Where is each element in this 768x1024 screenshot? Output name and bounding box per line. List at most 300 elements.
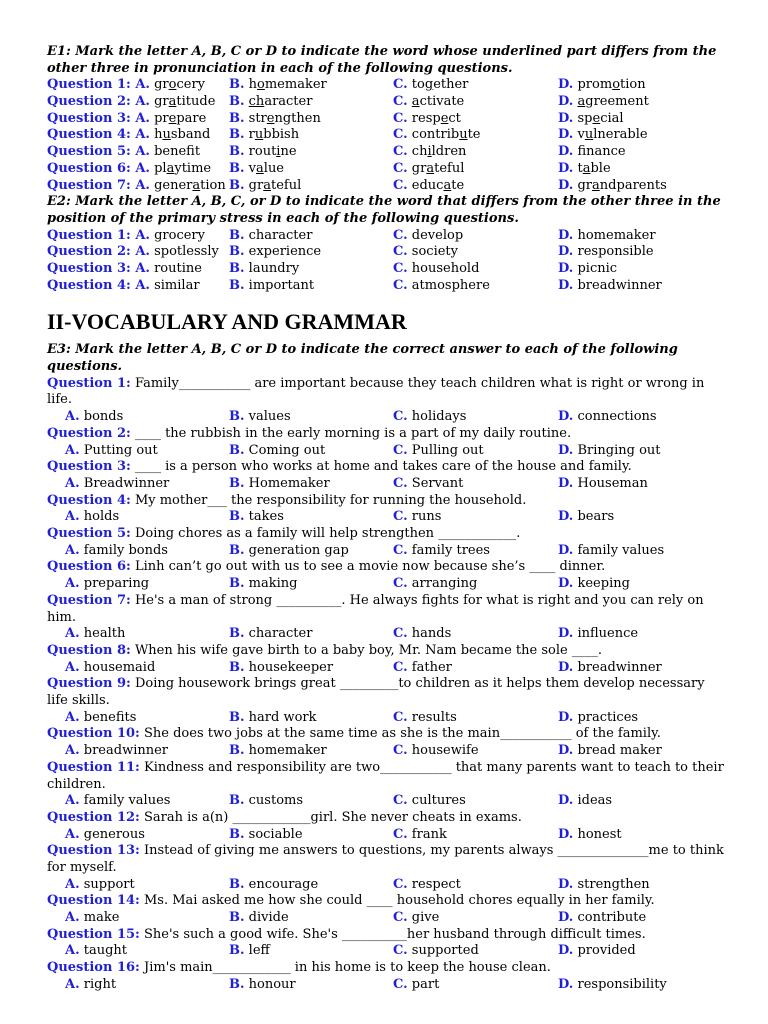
e1-question-list <box>47 77 727 194</box>
option-letter: D. <box>558 244 574 260</box>
option-text: housemaid <box>83 659 156 675</box>
option: C. contribute <box>393 127 481 143</box>
option-letter: D. <box>558 227 574 243</box>
option-text: give <box>411 910 440 926</box>
option-letter: B. <box>229 542 245 558</box>
answer-option <box>558 710 718 727</box>
answer-option <box>558 977 718 994</box>
option <box>558 228 718 245</box>
question-label: Question 2: <box>47 244 136 260</box>
question-row <box>47 244 727 261</box>
option-text: breadwinner <box>577 277 662 293</box>
option-text: health <box>83 626 126 642</box>
answer-option <box>558 910 718 927</box>
question-text: She does two jobs at the same time as she is the main___________ of the family. <box>139 726 661 742</box>
answer-option <box>47 409 229 426</box>
option-text: connections <box>577 409 657 425</box>
answer-option <box>47 710 229 727</box>
answer-option <box>558 543 718 560</box>
option-text: influence <box>577 626 639 642</box>
option-text: Coming out <box>248 442 326 458</box>
question-row <box>47 94 727 111</box>
answer-row <box>47 509 727 526</box>
option-text: supported <box>411 943 479 959</box>
answer-option <box>229 943 393 960</box>
question-label: Question 11: <box>47 759 140 775</box>
underlined-sound: a <box>426 160 435 176</box>
option-letter: D. <box>558 127 574 143</box>
option-letter: D. <box>558 110 574 126</box>
answer-option <box>229 743 393 760</box>
option: Question 6: A. playtime <box>47 160 212 176</box>
answer-option <box>47 827 229 844</box>
question-label: Question 1: <box>47 77 136 93</box>
option-letter: D. <box>558 509 574 525</box>
option-letter: B. <box>229 94 245 110</box>
option: C. children <box>393 144 467 160</box>
option-letter: C. <box>393 576 408 592</box>
answer-row <box>47 977 727 994</box>
underlined-sound: a <box>592 177 600 193</box>
answer-row <box>47 877 727 894</box>
question-stem <box>47 493 727 510</box>
option-letter: B. <box>229 261 245 276</box>
option: Question 7: A. generation <box>47 177 226 193</box>
option-letter: C. <box>393 110 408 126</box>
option-text: holidays <box>411 409 467 425</box>
question-label: Question 1: <box>47 375 131 391</box>
answer-option <box>229 827 393 844</box>
answer-option <box>47 793 229 810</box>
e2-question-list <box>47 228 727 295</box>
option-text: character <box>248 227 313 243</box>
option <box>229 244 393 261</box>
option-text: right <box>83 976 117 992</box>
question-text: ____ the rubbish in the early morning is a part of my daily routine. <box>130 425 572 441</box>
option: C. together <box>393 77 469 93</box>
option <box>47 228 229 245</box>
option: B. value <box>229 160 285 176</box>
underlined-sound: e <box>266 110 275 126</box>
option-text: frank <box>411 826 447 842</box>
answer-option <box>393 877 558 894</box>
option-letter: A. <box>135 127 150 143</box>
question-row <box>47 144 727 161</box>
option-text: divide <box>248 910 289 926</box>
answer-option <box>47 443 229 460</box>
question-text: Ms. Mai asked me how she could ____ household chores equally in her family. <box>139 893 655 909</box>
underlined-sound: g <box>424 77 434 93</box>
question-stem <box>47 927 727 944</box>
option-text: Homemaker <box>248 475 330 491</box>
answer-option <box>393 943 558 960</box>
answer-option <box>393 543 558 560</box>
option-letter: C. <box>393 826 408 842</box>
question-stem <box>47 593 727 626</box>
option-letter: B. <box>229 943 245 959</box>
underlined-sound: a <box>166 160 175 176</box>
option-letter: D. <box>558 261 574 276</box>
option-text: keeping <box>577 576 630 592</box>
option-letter: C. <box>393 709 408 725</box>
answer-option <box>393 409 558 426</box>
option-letter: B. <box>229 110 245 126</box>
option-letter: A. <box>135 144 150 160</box>
underlined-sound: a <box>168 94 177 110</box>
option-letter: C. <box>393 976 408 992</box>
question-row <box>47 261 727 278</box>
option-letter: C. <box>393 659 408 675</box>
option-letter: B. <box>229 826 245 842</box>
answer-option <box>229 710 393 727</box>
option-letter: C. <box>393 227 408 243</box>
question-label: Question 7: <box>47 177 136 193</box>
question-row <box>47 228 727 245</box>
answer-row <box>47 626 727 643</box>
option: Question 1: A. grocery <box>47 77 206 93</box>
option-letter: A. <box>65 793 80 809</box>
question-stem <box>47 810 727 827</box>
underlined-sound: o <box>612 77 621 93</box>
option-text: routine <box>154 261 202 276</box>
option-letter: C. <box>393 277 408 293</box>
option: D. table <box>558 160 611 176</box>
option-letter: B. <box>229 659 245 675</box>
underlined-sound: e <box>168 110 177 126</box>
option-text: Bringing out <box>577 442 661 458</box>
option-letter: A. <box>65 826 80 842</box>
option-text: homemaker <box>248 743 327 759</box>
question-text: Doing housework brings great _________to children as it helps them develop necessary life skills. <box>47 676 705 709</box>
option-letter: D. <box>558 409 574 425</box>
option-letter: B. <box>229 442 245 458</box>
option-text: support <box>83 876 135 892</box>
option: Question 2: A. gratitude <box>47 94 216 110</box>
answer-option <box>558 660 718 677</box>
answer-option <box>393 443 558 460</box>
underlined-sound: i <box>427 144 432 160</box>
option-text: Servant <box>411 475 464 491</box>
option-letter: D. <box>558 475 574 491</box>
option-letter: C. <box>393 793 408 809</box>
option <box>393 228 558 245</box>
option-letter: C. <box>393 177 408 193</box>
question-stem <box>47 643 727 660</box>
answer-option <box>393 660 558 677</box>
question-label: Question 9: <box>47 676 131 692</box>
option-text: hard work <box>248 709 317 725</box>
answer-option <box>47 877 229 894</box>
answer-option <box>229 409 393 426</box>
option-text: responsibility <box>577 976 667 992</box>
option-letter: A. <box>65 442 80 458</box>
answer-row <box>47 710 727 727</box>
answer-option <box>229 443 393 460</box>
option: D. promotion <box>558 77 646 93</box>
answer-option <box>558 476 718 493</box>
option-letter: B. <box>229 576 245 592</box>
option-letter: C. <box>393 409 408 425</box>
answer-option <box>393 710 558 727</box>
option: B. grateful <box>229 177 302 193</box>
option-text: encourage <box>248 876 319 892</box>
option-letter: B. <box>229 409 245 425</box>
answer-option <box>393 509 558 526</box>
underlined-sound: u <box>459 127 468 143</box>
option-letter: B. <box>229 160 245 176</box>
option: Question 3: A. prepare <box>47 110 207 126</box>
option-letter: A. <box>65 626 80 642</box>
answer-option <box>558 409 718 426</box>
underlined-sound: a <box>443 177 452 193</box>
option-letter: B. <box>229 177 245 193</box>
option-letter: B. <box>229 626 245 642</box>
option-letter: B. <box>229 509 245 525</box>
underlined-sound: a <box>256 160 264 176</box>
option-letter: C. <box>393 626 408 642</box>
answer-option <box>229 576 393 593</box>
option-text: bonds <box>83 409 124 425</box>
option-text: holds <box>83 509 120 525</box>
option-text: laundry <box>248 261 300 276</box>
answer-option <box>558 743 718 760</box>
option-text: atmosphere <box>411 277 490 293</box>
option-letter: B. <box>229 910 245 926</box>
option: B. strengthen <box>229 110 321 126</box>
option-letter: C. <box>393 943 408 959</box>
question-label: Question 2: <box>47 94 136 110</box>
question-stem <box>47 676 727 709</box>
option-letter: A. <box>65 542 80 558</box>
option-text: family values <box>83 793 171 809</box>
option-letter: C. <box>393 442 408 458</box>
option-text: breadwinner <box>577 659 662 675</box>
question-stem <box>47 459 727 476</box>
option-text: strengthen <box>577 876 650 892</box>
option-letter: A. <box>65 576 80 592</box>
underlined-sound: o <box>257 77 265 93</box>
option-letter: B. <box>229 227 245 243</box>
question-label: Question 10: <box>47 726 140 742</box>
question-stem <box>47 843 727 876</box>
option-text: Houseman <box>577 475 648 491</box>
option: C. educate <box>393 177 465 193</box>
option: D. vulnerable <box>558 127 648 143</box>
option-letter: D. <box>558 626 574 642</box>
option-text: homemaker <box>577 227 656 243</box>
option-letter: A. <box>65 943 80 959</box>
option-text: contribute <box>577 910 647 926</box>
answer-option <box>393 743 558 760</box>
option-letter: B. <box>229 876 245 892</box>
option-text: hands <box>411 626 452 642</box>
option-text: sociable <box>248 826 303 842</box>
option-text: housekeeper <box>248 659 334 675</box>
option-text: practices <box>577 709 639 725</box>
option: C. activate <box>393 94 465 110</box>
answer-option <box>558 793 718 810</box>
answer-option <box>558 626 718 643</box>
question-stem <box>47 376 727 409</box>
answer-row <box>47 409 727 426</box>
question-label: Question 4: <box>47 277 136 293</box>
question-label: Question 16: <box>47 960 140 976</box>
option-letter: D. <box>558 144 574 160</box>
option-letter: B. <box>229 144 245 160</box>
option-text: family trees <box>411 542 490 558</box>
question-label: Question 15: <box>47 926 140 942</box>
option-letter: D. <box>558 94 574 110</box>
answer-option <box>47 626 229 643</box>
answer-row <box>47 576 727 593</box>
option-letter: D. <box>558 826 574 842</box>
option-letter: A. <box>65 709 80 725</box>
option-letter: A. <box>65 910 80 926</box>
answer-option <box>558 943 718 960</box>
option-text: breadwinner <box>83 743 169 759</box>
answer-option <box>47 743 229 760</box>
question-row <box>47 278 727 295</box>
option: D. agreement <box>558 94 649 110</box>
option-letter: A. <box>135 244 150 260</box>
option-letter: A. <box>135 277 150 293</box>
answer-option <box>229 509 393 526</box>
option-letter: D. <box>558 709 574 725</box>
answer-row <box>47 910 727 927</box>
option: B. rubbish <box>229 127 300 143</box>
question-label: Question 3: <box>47 110 136 126</box>
option-letter: D. <box>558 976 574 992</box>
option-letter: C. <box>393 160 408 176</box>
underlined-sound: e <box>592 110 601 126</box>
option: Question 5: A. beneft <box>47 144 201 160</box>
option-letter: D. <box>558 910 574 926</box>
answer-option <box>47 660 229 677</box>
answer-option <box>558 877 718 894</box>
option-letter: B. <box>229 793 245 809</box>
answer-row <box>47 943 727 960</box>
option-text: part <box>411 976 440 992</box>
option <box>47 278 229 295</box>
section-title: II-VOCABULARY AND GRAMMAR <box>47 309 407 335</box>
option-text: Putting out <box>83 442 158 458</box>
option-letter: A. <box>135 160 150 176</box>
answer-option <box>229 660 393 677</box>
option-letter: A. <box>65 659 80 675</box>
option-text: runs <box>411 509 442 525</box>
question-text: Instead of giving me answers to questions, my parents always ______________me to think for myself. <box>47 843 724 875</box>
option <box>558 261 718 278</box>
question-label: Question 3: <box>47 261 136 276</box>
option <box>558 278 718 295</box>
option-letter: C. <box>393 910 408 926</box>
option-text: household <box>411 261 480 276</box>
answer-option <box>229 476 393 493</box>
option-text: character <box>248 626 313 642</box>
answer-row <box>47 660 727 677</box>
answer-option <box>558 443 718 460</box>
option-text: cultures <box>411 793 466 809</box>
question-label: Question 6: <box>47 160 136 176</box>
option-letter: C. <box>393 127 408 143</box>
underlined-sound: u <box>162 127 171 143</box>
question-label: Question 5: <box>47 526 131 542</box>
answer-option <box>558 509 718 526</box>
option-letter: B. <box>229 976 245 992</box>
answer-option <box>558 827 718 844</box>
answer-option <box>47 943 229 960</box>
option-letter: D. <box>558 542 574 558</box>
option-letter: B. <box>229 127 245 143</box>
option <box>47 261 229 278</box>
option-text: grocery <box>154 227 205 243</box>
answer-option <box>47 910 229 927</box>
option-letter: D. <box>558 277 574 293</box>
option-text: values <box>248 409 291 425</box>
option-text: housewife <box>411 743 479 759</box>
question-text: She's such a good wife. She's __________her husband through difficult times. <box>139 926 646 942</box>
option-letter: B. <box>229 475 245 491</box>
option <box>393 278 558 295</box>
option-text: customs <box>248 793 304 809</box>
underlined-sound: i <box>276 144 281 160</box>
question-text: My mother___ the responsibility for running the household. <box>130 492 527 508</box>
answer-option <box>393 476 558 493</box>
question-stem <box>47 559 727 576</box>
question-label: Question 8: <box>47 642 131 658</box>
option-text: father <box>411 659 452 675</box>
question-row <box>47 127 727 144</box>
option <box>393 261 558 278</box>
option-text: important <box>248 277 315 293</box>
answer-row <box>47 793 727 810</box>
underlined-sound: a <box>411 94 420 110</box>
option-text: preparing <box>83 576 150 592</box>
option: D. fnance <box>558 144 626 160</box>
option-letter: C. <box>393 743 408 759</box>
option-letter: A. <box>65 509 80 525</box>
option-text: takes <box>248 509 284 525</box>
option-letter: D. <box>558 177 574 193</box>
question-text: When his wife gave birth to a baby boy, Mr. Nam became the sole ____. <box>130 642 602 658</box>
answer-option <box>558 576 718 593</box>
option: Question 4: A. husband <box>47 127 211 143</box>
question-label: Question 6: <box>47 559 131 575</box>
answer-row <box>47 743 727 760</box>
option-text: results <box>411 709 457 725</box>
question-label: Question 4: <box>47 492 131 508</box>
underlined-sound: e <box>440 110 449 126</box>
question-stem <box>47 960 727 977</box>
option-letter: C. <box>393 77 408 93</box>
option-text: generous <box>83 826 145 842</box>
e3-question-list <box>47 376 727 994</box>
option-text: arranging <box>411 576 478 592</box>
worksheet <box>47 44 727 994</box>
option: B. homemaker <box>229 77 327 93</box>
option-letter: C. <box>393 475 408 491</box>
question-text: Doing chores as a family will help strengthen ____________. <box>130 526 521 542</box>
option-text: honour <box>248 976 296 992</box>
question-label: Question 3: <box>47 459 131 475</box>
option: C. grateful <box>393 160 465 176</box>
underlined-sound: a <box>263 177 271 193</box>
answer-option <box>229 626 393 643</box>
answer-option <box>47 977 229 994</box>
option-text: picnic <box>577 261 618 276</box>
option-letter: A. <box>65 976 80 992</box>
option-letter: D. <box>558 160 574 176</box>
